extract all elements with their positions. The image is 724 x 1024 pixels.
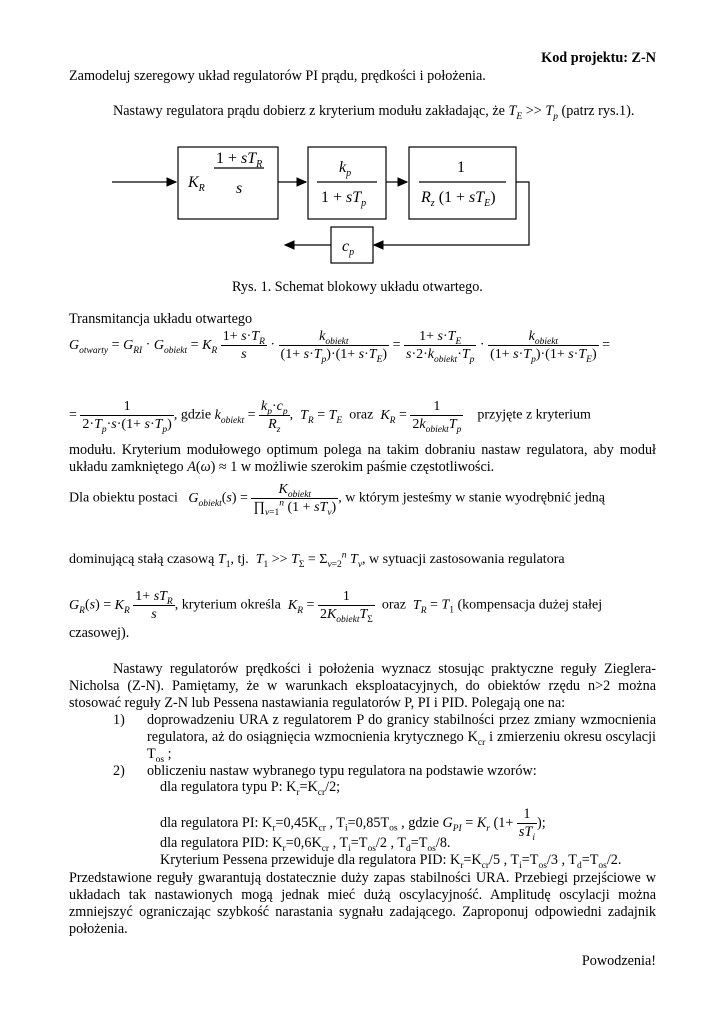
svg-text:1: 1 [457, 159, 465, 176]
object-form: Dla obiektu postaci $G_{obiekt}(s)$ = $K_{obiekt}$ $\prod_{\nu=1}^n$ $(1 + sT_\nu)$ , w którym jesteśmy w stanie wyodrębnić jedną [69, 482, 605, 518]
zn-paragraph: Nastawy regulatorów prędkości i położenia wyznacz stosując praktyczne reguły Zieglera-Nicholsa (Z-N). Pamiętamy, że w warunkach eksploatacyjnych, do obiektów rzędu n>2 można stosować reguły Z-N lub Pessena nastawiania regulatorów P, PI i PID. Polegają one na: [69, 661, 656, 711]
closing-paragraph: Przedstawione reguły gwarantują dostatecznie duży zapas stabilności URA. Przebiegi przejściowe w układach tak nastawionych mogą jednak mieć dużą oscylacyjność. Amplitudę oscylacji można zmniejszyć ograniczając szybkość narastania sygnału zadającego. Zaproponuj odpowiedni zadajnik położenia. [69, 870, 656, 937]
transfer-result: = $\frac{1}{2\cdot T_p\cdot s\cdot(1+ s\cdot T_p)}$ , gdzie $k_{obiekt}$ = $\frac{k_p\cdot c_p}{R_z}$ , $T_R = T_E$ oraz $K_R$ = 1 $2k_{obiekt}T_p$ przyjęte z kryterium [69, 399, 591, 435]
p-rule: dla regulatora typu P: $K_r=K_{cr}/2$; [160, 779, 341, 798]
transfer-equation: $G_{otwarty} = G_{RI} \cdot G_{obiekt} = K_R$ $\frac{1+ s\cdot T_R}{s}$ · $k_{obiekt}$ $(1+ s\cdot T_p)\cdot(1+ s\cdot T_E)$ = $1+ s\cdot T_E$ $s\cdot 2\cdot k_{obiekt}\cdot T_p$ · $k_{obiekt}$ $(1+ s\cdot T_p)\cdot(1+ s\cdot T_E)$ = [69, 329, 611, 365]
block-diagram [0, 135, 724, 295]
project-code: Kod projektu: Z-N [541, 50, 656, 66]
compensation-note-tail: czasowej). [69, 625, 130, 641]
svg-text:KR: $K_R$ [188, 174, 205, 194]
current-regulator-text: Nastawy regulatora prądu dobierz z kryterium modułu zakładając, że $T_E >> T_p$ (patrz rys.1). [113, 103, 635, 122]
module-paragraph: modułu. Kryterium modułowego optimum polega na takim dobraniu nastaw regulatora, aby moduł układu zamkniętego A(ω) ≈ 1 w możliwie szerokim paśmie częstotliwości. [69, 442, 656, 475]
intro-text: Zamodeluj szeregowy układ regulatorów PI prądu, prędkości i położenia. [69, 68, 486, 84]
regulator-criterion: $G_R(s) = K_R$ $1+ sT_R$ s , kryterium określa $K_R$ = 1 $2K_{obiekt}T_\Sigma$ oraz $T_R = T_1$ (kompensacja dużej stałej [69, 589, 603, 625]
zn-item-2: 2) obliczeniu nastaw wybranego typu regulatora na podstawie wzorów: [113, 763, 537, 779]
farewell: Powodzenia! [581, 953, 656, 969]
svg-text:Rz (1 + sTE): $R_z$ $(1 + sT_E)$ [421, 189, 496, 209]
zn-item-1: 1) doprowadzeniu URA z regulatorem P do granicy stabilności przez zmiany wzmocnienia regulatora, aż do osiągnięcia wzmocnienia krytycznego $K_{cr}$ i zmierzeniu okresu oscylacji $T_{os}$ ; [113, 712, 656, 765]
svg-text:1 + sTR: $1 + sT_R$ [216, 150, 263, 170]
svg-text:cp: $c_p$ [342, 238, 355, 258]
pid-rule: dla regulatora PID: $K_r=0,6K_{cr}$ , $T_i=T_{os}/2$ , $T_d=T_{os}/8$. [160, 835, 451, 854]
figure-caption: Rys. 1. Schemat blokowy układu otwartego. [232, 279, 483, 295]
transfer-heading: Transmitancja układu otwartego [69, 311, 253, 327]
converter-block [308, 147, 386, 219]
object-block [409, 147, 516, 219]
svg-text:s: s [236, 180, 243, 197]
svg-text:kp: $k_p$ [339, 159, 352, 179]
svg-text:1 + sTp: $1 + sT_p$ [321, 189, 367, 209]
compensation-note-text: (kompensacja dużej stałej [457, 597, 603, 613]
pi-rule: dla regulatora PI: $K_r=0,45K_{cr}$ , $T_i=0,85T_{os}$ , gdzie $G_{PI} = K_r$ (1+ 1 $sT_i$ ); [160, 806, 546, 843]
pessen-rule: Kryterium Pessena przewiduje dla regulatora PID: $K_r=K_{cr}/5$ , $T_i=T_{os}/3$ , $T_d=T_{os}/2$. [160, 852, 622, 871]
dominant-constant: dominującą stałą czasową $T_1$, tj. $T_1 >> T_\Sigma = \Sigma_{\nu=2}^n$ $T_\nu$, w sytuacji zastosowania regulatora [69, 550, 565, 570]
